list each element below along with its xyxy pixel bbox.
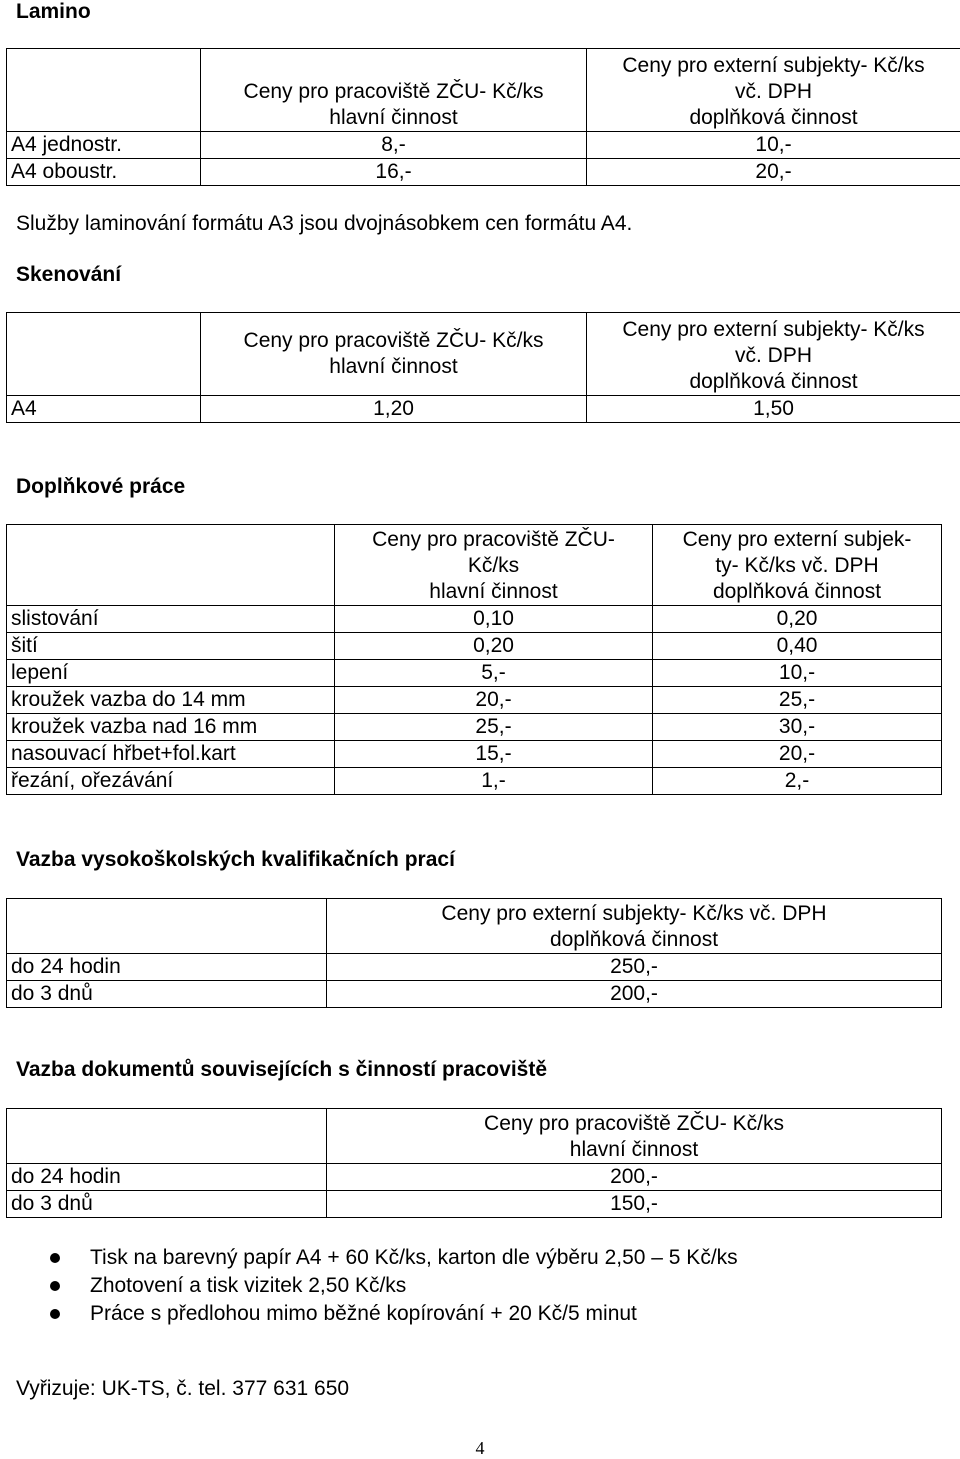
table-row	[7, 954, 942, 981]
header-external-price: Ceny pro externí subjekty- Kč/ks vč. DPH doplňková činnost	[587, 49, 960, 132]
row-label: A4 jednostr.	[7, 132, 201, 159]
list-item: Zhotovení a tisk vizitek 2,50 Kč/ks	[50, 1272, 738, 1300]
table-header-row	[7, 899, 942, 954]
bullet-dot-icon	[50, 1281, 60, 1291]
zcu-price: 1,-	[335, 768, 653, 795]
zcu-price: 1,20	[201, 396, 587, 423]
zcu-price: 8,-	[201, 132, 587, 159]
table-row	[7, 159, 960, 186]
table-row	[7, 768, 942, 795]
list-item: Tisk na barevný papír A4 + 60 Kč/ks, karton dle výběru 2,50 – 5 Kč/ks	[50, 1244, 738, 1272]
row-label: do 3 dnů	[7, 1191, 327, 1218]
row-label: řezání, ořezávání	[7, 768, 335, 795]
header-external-price: Ceny pro externí subjekty- Kč/ks vč. DPH doplňková činnost	[587, 313, 960, 396]
header-empty-cell	[7, 899, 327, 954]
external-price: 10,-	[587, 132, 960, 159]
row-label: A4 oboustr.	[7, 159, 201, 186]
table-header-row	[7, 1109, 942, 1164]
header-empty-cell	[7, 313, 201, 396]
row-label: kroužek vazba do 14 mm	[7, 687, 335, 714]
table-row	[7, 660, 942, 687]
table-row	[7, 714, 942, 741]
row-label: šití	[7, 633, 335, 660]
row-label: do 24 hodin	[7, 954, 327, 981]
zcu-price: 0,20	[335, 633, 653, 660]
row-label: nasouvací hřbet+fol.kart	[7, 741, 335, 768]
vazba-dokumentu-heading: Vazba dokumentů souvisejících s činností pracoviště	[16, 1058, 547, 1082]
bullet-dot-icon	[50, 1309, 60, 1319]
external-price: 25,-	[653, 687, 942, 714]
zcu-price: 15,-	[335, 741, 653, 768]
external-price: 0,20	[653, 606, 942, 633]
row-label: lepení	[7, 660, 335, 687]
zcu-price: 5,-	[335, 660, 653, 687]
vazba-kvalifikacni-heading: Vazba vysokoškolských kvalifikačních prací	[16, 848, 455, 872]
row-label: do 24 hodin	[7, 1164, 327, 1191]
skenovani-price-table	[6, 312, 960, 423]
table-header-row	[7, 49, 960, 132]
bullet-dot-icon	[50, 1253, 60, 1263]
extra-services-list	[50, 1244, 738, 1328]
row-label: kroužek vazba nad 16 mm	[7, 714, 335, 741]
header-empty-cell	[7, 49, 201, 132]
external-price: 20,-	[653, 741, 942, 768]
table-row	[7, 606, 942, 633]
table-header-row	[7, 525, 942, 606]
external-price: 250,-	[327, 954, 942, 981]
skenovani-heading: Skenování	[16, 263, 121, 287]
zcu-price: 200,-	[327, 1164, 942, 1191]
external-price: 20,-	[587, 159, 960, 186]
vazba-dokumentu-price-table	[6, 1108, 942, 1218]
header-zcu-price: Ceny pro pracoviště ZČU- Kč/ks hlavní činnost	[335, 525, 653, 606]
table-row	[7, 132, 960, 159]
row-label: slistování	[7, 606, 335, 633]
table-row	[7, 1164, 942, 1191]
lamino-note: Služby laminování formátu A3 jsou dvojnásobkem cen formátu A4.	[16, 212, 632, 236]
contact-line: Vyřizuje: UK-TS, č. tel. 377 631 650	[16, 1377, 349, 1401]
header-external-price: Ceny pro externí subjekty- Kč/ks vč. DPH doplňková činnost	[327, 899, 942, 954]
zcu-price: 16,-	[201, 159, 587, 186]
table-row	[7, 1191, 942, 1218]
external-price: 10,-	[653, 660, 942, 687]
table-header-row	[7, 313, 960, 396]
row-label: do 3 dnů	[7, 981, 327, 1008]
external-price: 1,50	[587, 396, 960, 423]
list-item: Práce s předlohou mimo běžné kopírování + 20 Kč/5 minut	[50, 1300, 738, 1328]
external-price: 30,-	[653, 714, 942, 741]
external-price: 200,-	[327, 981, 942, 1008]
doplnkove-price-table	[6, 524, 942, 795]
lamino-price-table	[6, 48, 960, 186]
external-price: 0,40	[653, 633, 942, 660]
zcu-price: 0,10	[335, 606, 653, 633]
header-zcu-price: Ceny pro pracoviště ZČU- Kč/ks hlavní činnost	[327, 1109, 942, 1164]
table-row	[7, 741, 942, 768]
zcu-price: 25,-	[335, 714, 653, 741]
header-empty-cell	[7, 1109, 327, 1164]
table-row	[7, 981, 942, 1008]
page-number: 4	[0, 1438, 960, 1459]
lamino-heading: Lamino	[16, 0, 91, 24]
table-row	[7, 687, 942, 714]
table-row	[7, 396, 960, 423]
header-zcu-price: Ceny pro pracoviště ZČU- Kč/ks hlavní činnost	[201, 313, 587, 396]
vazba-kvalifikacni-price-table	[6, 898, 942, 1008]
doplnkove-heading: Doplňkové práce	[16, 475, 185, 499]
zcu-price: 20,-	[335, 687, 653, 714]
table-row	[7, 633, 942, 660]
row-label: A4	[7, 396, 201, 423]
header-zcu-price: Ceny pro pracoviště ZČU- Kč/ks hlavní činnost	[201, 49, 587, 132]
external-price: 2,-	[653, 768, 942, 795]
header-external-price: Ceny pro externí subjek- ty- Kč/ks vč. DPH doplňková činnost	[653, 525, 942, 606]
header-empty-cell	[7, 525, 335, 606]
zcu-price: 150,-	[327, 1191, 942, 1218]
